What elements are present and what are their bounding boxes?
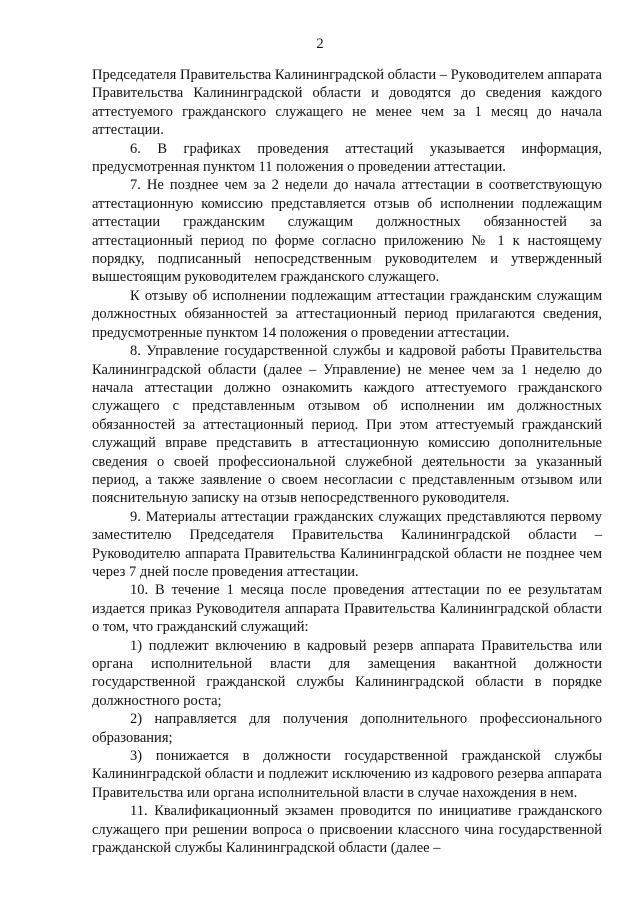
page-number: 2: [316, 36, 324, 52]
paragraph-item-9: 9. Материалы аттестации гражданских служащих представляются первому заместителю Председателя Правительства Калининградской области – Руководителю аппарата Правительства Калининградской области не позднее чем через 7 дней после проведения аттестации.: [92, 508, 602, 580]
paragraph-subitem-1: 1) подлежит включению в кадровый резерв аппарата Правительства или органа исполнительной власти для замещения вакантной должности государственной гражданской службы Калининградской области в порядке должностного роста;: [92, 637, 602, 709]
paragraph-item-11: 11. Квалификационный экзамен проводится по инициативе гражданского служащего при решении вопроса о присвоении классного чина государственной гражданской службы Калининградской области (далее –: [92, 803, 602, 857]
paragraph-item-10: 10. В течение 1 месяца после проведения аттестации по ее результатам издается приказ Руководителя аппарата Правительства Калининградской области о том, что гражданский служащий:: [92, 582, 602, 636]
paragraph-subitem-2: 2) направляется для получения дополнительного профессионального образования;: [92, 711, 602, 746]
paragraph-item-7: 7. Не позднее чем за 2 недели до начала аттестации в соответствующую аттестационную комиссию представляется отзыв об исполнении подлежащим аттестации гражданским служащим должностных обязанностей за аттестационный период по форме согласно приложению № 1 к настоящему порядку, подписанный непосредственным руководителем и утвержденный вышестоящим руководителем гражданского служащего.: [92, 177, 602, 286]
paragraph-item-8: 8. Управление государственной службы и кадровой работы Правительства Калининградской области (далее – Управление) не менее чем за 1 неделю до начала аттестации должно ознакомить каждого аттестуемого гражданского служащего с представленным отзывом об исполнении им должностных обязанностей за аттестационный период. При этом аттестуемый гражданский служащий вправе представить в аттестационную комиссию дополнительные сведения о своей профессиональной служебной деятельности за указанный период, а также заявление о своем несогласии с представленным отзывом или пояснительную записку на отзыв непосредственного руководителя.: [92, 343, 602, 507]
document-body: [92, 66, 602, 857]
paragraph-continuation: Председателя Правительства Калининградской области – Руководителем аппарата Правительства Калининградской области и доводятся до сведения каждого аттестуемого гражданского служащего не менее чем за 1 месяц до начала аттестации.: [92, 67, 602, 139]
paragraph-item-6: 6. В графиках проведения аттестаций указывается информация, предусмотренная пунктом 11 положения о проведении аттестации.: [92, 140, 602, 176]
paragraph-subitem-3: 3) понижается в должности государственной гражданской службы Калининградской области и подлежит исключению из кадрового резерва аппарата Правительства или органа исполнительной власти в случае нахождения в нем.: [92, 748, 602, 801]
paragraph-review-attachments: К отзыву об исполнении подлежащим аттестации гражданским служащим должностных обязанностей за аттестационный период прилагаются сведения, предусмотренные пунктом 14 положения о проведении аттестации.: [92, 287, 602, 341]
